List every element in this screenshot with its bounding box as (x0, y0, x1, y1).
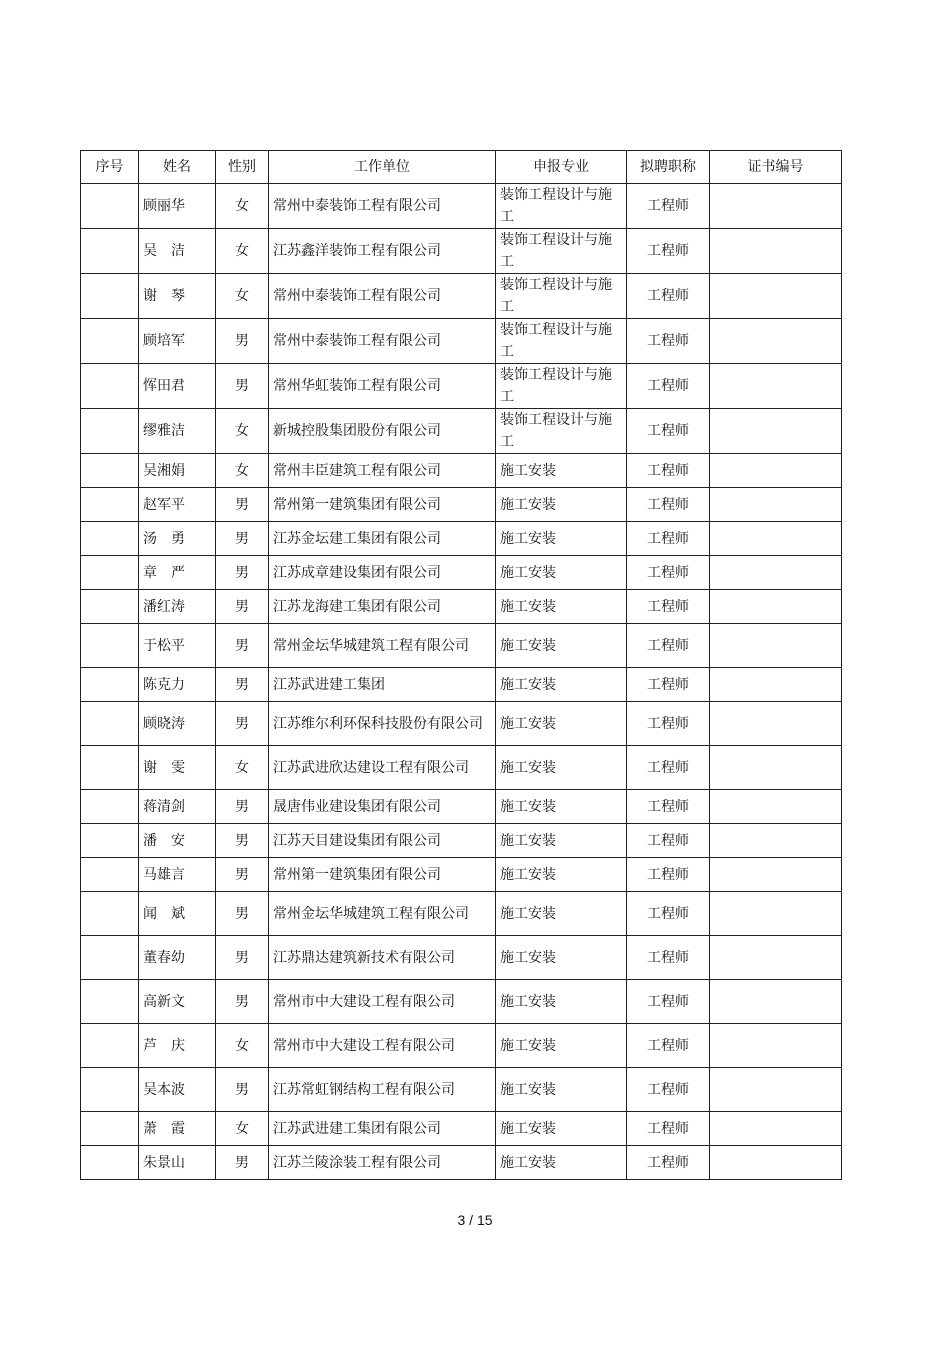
gender-cell: 男 (216, 668, 269, 702)
table-row (81, 1024, 842, 1068)
person-name-cell: 闻 斌 (139, 892, 216, 936)
person-name-cell: 蒋清剑 (139, 790, 216, 824)
table-row (81, 858, 842, 892)
gender-cell: 男 (216, 624, 269, 668)
gender-cell: 女 (216, 229, 269, 274)
certificate-number-cell (710, 590, 842, 624)
proposed-title-cell: 工程师 (627, 936, 710, 980)
person-name-cell: 芦 庆 (139, 1024, 216, 1068)
declared-major-cell: 施工安装 (496, 936, 627, 980)
work-unit-cell: 江苏武进欣达建设工程有限公司 (269, 746, 496, 790)
work-unit-cell: 常州金坛华城建筑工程有限公司 (269, 892, 496, 936)
declared-major-cell: 施工安装 (496, 858, 627, 892)
proposed-title-cell: 工程师 (627, 556, 710, 590)
certificate-number-cell (710, 229, 842, 274)
table-row (81, 1112, 842, 1146)
declared-major-cell: 施工安装 (496, 790, 627, 824)
certificate-number-cell (710, 702, 842, 746)
declared-major-cell: 施工安装 (496, 590, 627, 624)
work-unit-cell: 常州市中大建设工程有限公司 (269, 1024, 496, 1068)
declared-major-cell: 施工安装 (496, 746, 627, 790)
certificate-number-cell (710, 936, 842, 980)
certificate-number-cell (710, 668, 842, 702)
work-unit-cell: 常州第一建筑集团有限公司 (269, 858, 496, 892)
declared-major-cell: 装饰工程设计与施工 (496, 274, 627, 319)
gender-cell: 男 (216, 556, 269, 590)
gender-cell: 男 (216, 892, 269, 936)
table-row (81, 980, 842, 1024)
proposed-title-cell: 工程师 (627, 790, 710, 824)
header-certificate: 证书编号 (710, 151, 842, 184)
work-unit-cell: 江苏天目建设集团有限公司 (269, 824, 496, 858)
page-number: 3 / 15 (457, 1212, 493, 1228)
proposed-title-cell: 工程师 (627, 274, 710, 319)
proposed-title-cell: 工程师 (627, 522, 710, 556)
certificate-number-cell (710, 454, 842, 488)
proposed-title-cell: 工程师 (627, 980, 710, 1024)
certificate-number-cell (710, 1146, 842, 1180)
person-name-cell: 马雄言 (139, 858, 216, 892)
certificate-number-cell (710, 409, 842, 454)
work-unit-cell: 江苏金坛建工集团有限公司 (269, 522, 496, 556)
declared-major-cell: 施工安装 (496, 668, 627, 702)
proposed-title-cell: 工程师 (627, 1146, 710, 1180)
table-row (81, 702, 842, 746)
certificate-number-cell (710, 790, 842, 824)
certificate-number-cell (710, 858, 842, 892)
work-unit-cell: 江苏鑫洋装饰工程有限公司 (269, 229, 496, 274)
proposed-title-cell: 工程师 (627, 858, 710, 892)
header-gender: 性别 (216, 151, 269, 184)
table-row (81, 624, 842, 668)
proposed-title-cell: 工程师 (627, 624, 710, 668)
work-unit-cell: 江苏龙海建工集团有限公司 (269, 590, 496, 624)
gender-cell: 男 (216, 824, 269, 858)
gender-cell: 女 (216, 1112, 269, 1146)
declared-major-cell: 装饰工程设计与施工 (496, 409, 627, 454)
table-row (81, 522, 842, 556)
declared-major-cell: 施工安装 (496, 556, 627, 590)
proposed-title-cell: 工程师 (627, 746, 710, 790)
declared-major-cell: 装饰工程设计与施工 (496, 364, 627, 409)
person-name-cell: 于松平 (139, 624, 216, 668)
row-number-cell (81, 364, 139, 409)
work-unit-cell: 常州中泰装饰工程有限公司 (269, 184, 496, 229)
declared-major-cell: 施工安装 (496, 1112, 627, 1146)
table-row (81, 1068, 842, 1112)
declared-major-cell: 施工安装 (496, 1024, 627, 1068)
certificate-number-cell (710, 488, 842, 522)
certificate-number-cell (710, 892, 842, 936)
person-name-cell: 谢 雯 (139, 746, 216, 790)
person-name-cell: 潘 安 (139, 824, 216, 858)
work-unit-cell: 常州中泰装饰工程有限公司 (269, 274, 496, 319)
person-name-cell: 汤 勇 (139, 522, 216, 556)
gender-cell: 男 (216, 1068, 269, 1112)
work-unit-cell: 常州华虹装饰工程有限公司 (269, 364, 496, 409)
proposed-title-cell: 工程师 (627, 1112, 710, 1146)
proposed-title-cell: 工程师 (627, 892, 710, 936)
row-number-cell (81, 824, 139, 858)
person-name-cell: 恽田君 (139, 364, 216, 409)
certificate-number-cell (710, 1024, 842, 1068)
row-number-cell (81, 319, 139, 364)
table-row (81, 936, 842, 980)
roster-body (81, 184, 842, 1180)
proposed-title-cell: 工程师 (627, 319, 710, 364)
proposed-title-cell: 工程师 (627, 1024, 710, 1068)
table-row (81, 184, 842, 229)
table-row (81, 319, 842, 364)
declared-major-cell: 施工安装 (496, 1068, 627, 1112)
table-row (81, 488, 842, 522)
proposed-title-cell: 工程师 (627, 229, 710, 274)
gender-cell: 男 (216, 319, 269, 364)
row-number-cell (81, 936, 139, 980)
person-name-cell: 缪雅洁 (139, 409, 216, 454)
row-number-cell (81, 746, 139, 790)
row-number-cell (81, 980, 139, 1024)
certificate-number-cell (710, 1068, 842, 1112)
row-number-cell (81, 184, 139, 229)
person-name-cell: 章 严 (139, 556, 216, 590)
work-unit-cell: 江苏兰陵涂装工程有限公司 (269, 1146, 496, 1180)
row-number-cell (81, 454, 139, 488)
row-number-cell (81, 590, 139, 624)
certificate-number-cell (710, 824, 842, 858)
proposed-title-cell: 工程师 (627, 184, 710, 229)
declared-major-cell: 施工安装 (496, 1146, 627, 1180)
person-name-cell: 谢 琴 (139, 274, 216, 319)
work-unit-cell: 常州市中大建设工程有限公司 (269, 980, 496, 1024)
row-number-cell (81, 858, 139, 892)
header-name: 姓名 (139, 151, 216, 184)
person-name-cell: 吴湘娟 (139, 454, 216, 488)
person-name-cell: 顾晓涛 (139, 702, 216, 746)
certificate-number-cell (710, 274, 842, 319)
certificate-number-cell (710, 746, 842, 790)
gender-cell: 男 (216, 488, 269, 522)
header-row (81, 151, 842, 184)
person-name-cell: 董春幼 (139, 936, 216, 980)
declared-major-cell: 施工安装 (496, 892, 627, 936)
proposed-title-cell: 工程师 (627, 702, 710, 746)
declared-major-cell: 装饰工程设计与施工 (496, 229, 627, 274)
table-row (81, 824, 842, 858)
work-unit-cell: 江苏常虹钢结构工程有限公司 (269, 1068, 496, 1112)
row-number-cell (81, 409, 139, 454)
row-number-cell (81, 1146, 139, 1180)
proposed-title-cell: 工程师 (627, 590, 710, 624)
person-name-cell: 顾丽华 (139, 184, 216, 229)
gender-cell: 女 (216, 184, 269, 229)
declared-major-cell: 施工安装 (496, 454, 627, 488)
person-name-cell: 吴本波 (139, 1068, 216, 1112)
header-number: 序号 (81, 151, 139, 184)
row-number-cell (81, 556, 139, 590)
certificate-number-cell (710, 624, 842, 668)
gender-cell: 女 (216, 409, 269, 454)
person-name-cell: 高新文 (139, 980, 216, 1024)
proposed-title-cell: 工程师 (627, 364, 710, 409)
table-row (81, 364, 842, 409)
proposed-title-cell: 工程师 (627, 409, 710, 454)
proposed-title-cell: 工程师 (627, 824, 710, 858)
row-number-cell (81, 702, 139, 746)
proposed-title-cell: 工程师 (627, 488, 710, 522)
certificate-number-cell (710, 556, 842, 590)
proposed-title-cell: 工程师 (627, 454, 710, 488)
row-number-cell (81, 488, 139, 522)
declared-major-cell: 施工安装 (496, 980, 627, 1024)
table-row (81, 590, 842, 624)
declared-major-cell: 施工安装 (496, 488, 627, 522)
work-unit-cell: 常州金坛华城建筑工程有限公司 (269, 624, 496, 668)
declared-major-cell: 施工安装 (496, 522, 627, 556)
row-number-cell (81, 1112, 139, 1146)
declared-major-cell: 施工安装 (496, 624, 627, 668)
table-row (81, 668, 842, 702)
proposed-title-cell: 工程师 (627, 1068, 710, 1112)
person-name-cell: 顾培军 (139, 319, 216, 364)
work-unit-cell: 江苏维尔利环保科技股份有限公司 (269, 702, 496, 746)
certificate-number-cell (710, 1112, 842, 1146)
person-name-cell: 萧 霞 (139, 1112, 216, 1146)
work-unit-cell: 新城控股集团股份有限公司 (269, 409, 496, 454)
table-row (81, 454, 842, 488)
table-row (81, 790, 842, 824)
gender-cell: 男 (216, 590, 269, 624)
work-unit-cell: 江苏成章建设集团有限公司 (269, 556, 496, 590)
work-unit-cell: 江苏武进建工集团有限公司 (269, 1112, 496, 1146)
table-row (81, 409, 842, 454)
certificate-number-cell (710, 522, 842, 556)
table-row (81, 556, 842, 590)
roster-table (80, 150, 842, 1180)
gender-cell: 男 (216, 364, 269, 409)
declared-major-cell: 施工安装 (496, 824, 627, 858)
declared-major-cell: 装饰工程设计与施工 (496, 319, 627, 364)
row-number-cell (81, 624, 139, 668)
person-name-cell: 潘红涛 (139, 590, 216, 624)
certificate-number-cell (710, 184, 842, 229)
row-number-cell (81, 229, 139, 274)
table-row (81, 892, 842, 936)
work-unit-cell: 江苏武进建工集团 (269, 668, 496, 702)
declared-major-cell: 装饰工程设计与施工 (496, 184, 627, 229)
person-name-cell: 赵军平 (139, 488, 216, 522)
row-number-cell (81, 668, 139, 702)
work-unit-cell: 常州丰臣建筑工程有限公司 (269, 454, 496, 488)
row-number-cell (81, 790, 139, 824)
gender-cell: 男 (216, 702, 269, 746)
table-row (81, 746, 842, 790)
header-major: 申报专业 (496, 151, 627, 184)
person-name-cell: 陈克力 (139, 668, 216, 702)
gender-cell: 男 (216, 522, 269, 556)
gender-cell: 男 (216, 980, 269, 1024)
gender-cell: 男 (216, 1146, 269, 1180)
work-unit-cell: 江苏鼎达建筑新技术有限公司 (269, 936, 496, 980)
certificate-number-cell (710, 980, 842, 1024)
table-row (81, 274, 842, 319)
row-number-cell (81, 1024, 139, 1068)
row-number-cell (81, 274, 139, 319)
work-unit-cell: 常州中泰装饰工程有限公司 (269, 319, 496, 364)
gender-cell: 男 (216, 858, 269, 892)
certificate-number-cell (710, 319, 842, 364)
work-unit-cell: 常州第一建筑集团有限公司 (269, 488, 496, 522)
header-title: 拟聘职称 (627, 151, 710, 184)
gender-cell: 女 (216, 274, 269, 319)
gender-cell: 男 (216, 936, 269, 980)
table-row (81, 229, 842, 274)
gender-cell: 男 (216, 790, 269, 824)
row-number-cell (81, 892, 139, 936)
person-name-cell: 吴 洁 (139, 229, 216, 274)
work-unit-cell: 晟唐伟业建设集团有限公司 (269, 790, 496, 824)
proposed-title-cell: 工程师 (627, 668, 710, 702)
gender-cell: 女 (216, 454, 269, 488)
row-number-cell (81, 1068, 139, 1112)
certificate-number-cell (710, 364, 842, 409)
gender-cell: 女 (216, 746, 269, 790)
header-company: 工作单位 (269, 151, 496, 184)
declared-major-cell: 施工安装 (496, 702, 627, 746)
gender-cell: 女 (216, 1024, 269, 1068)
table-row (81, 1146, 842, 1180)
person-name-cell: 朱景山 (139, 1146, 216, 1180)
row-number-cell (81, 522, 139, 556)
